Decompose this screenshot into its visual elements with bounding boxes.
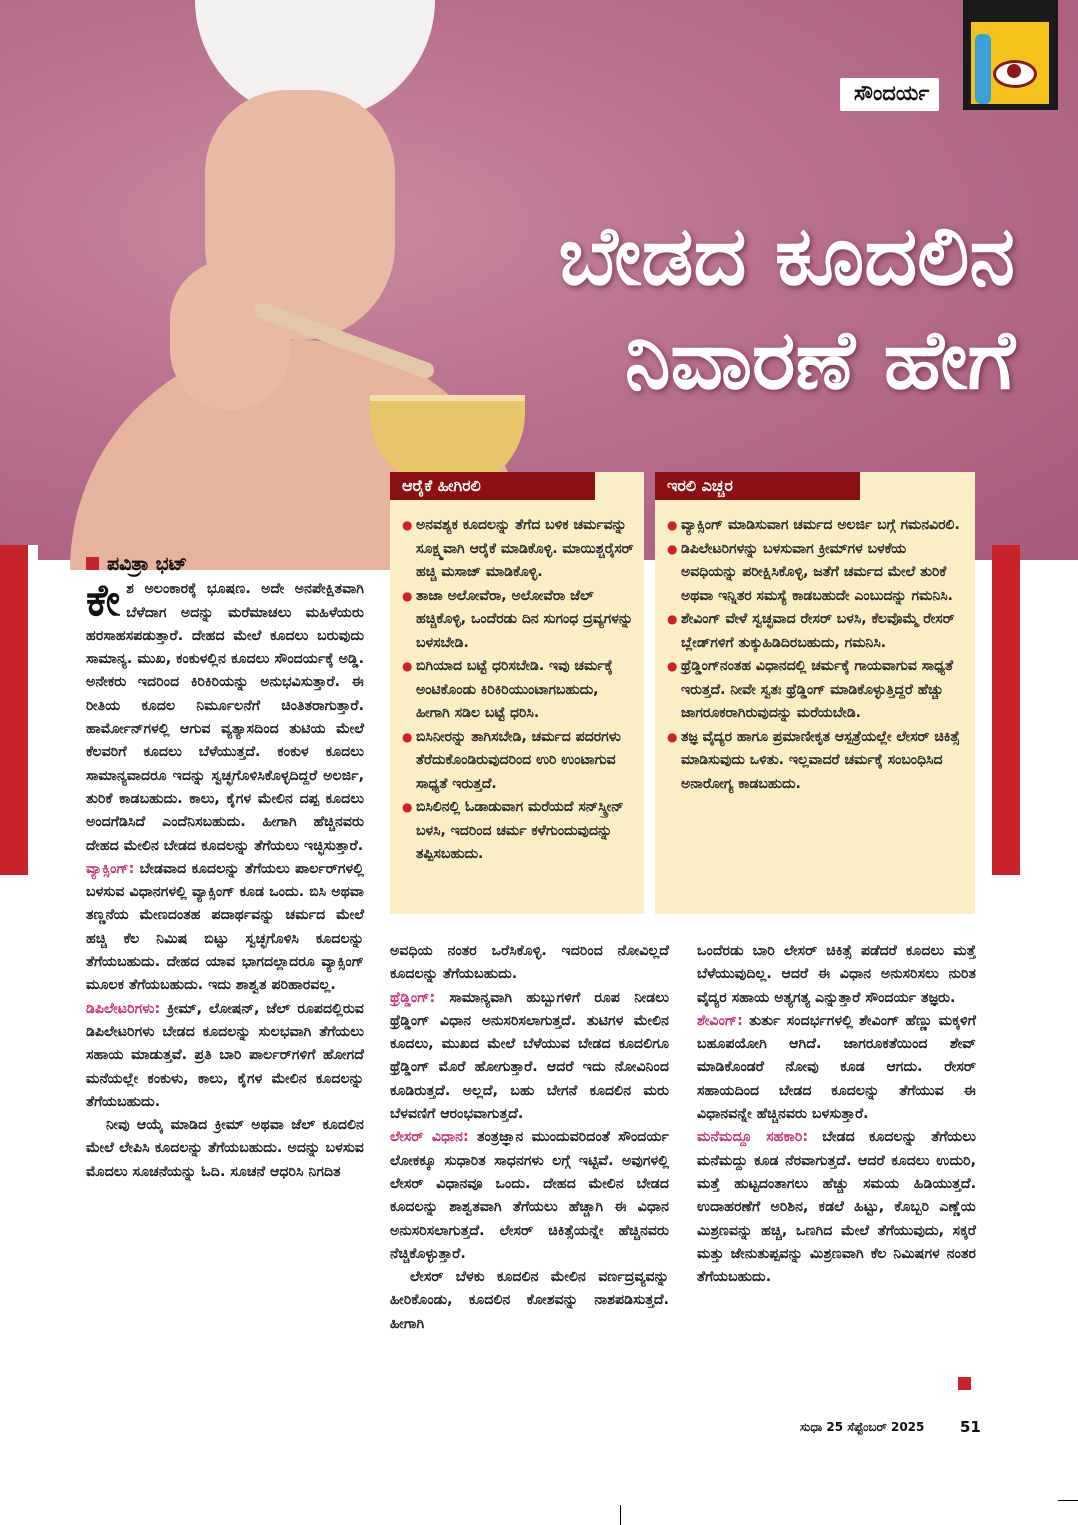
care-tips-heading: ಆರೈಕೆ ಹೀಗಿರಲಿ [390,472,595,500]
subhead-laser: ಲೇಸರ್ ವಿಧಾನ: [390,1129,469,1146]
list-item: ● ಥ್ರೆಡ್ಡಿಂಗ್‌ನಂತಹ ವಿಧಾನದಲ್ಲಿ ಚರ್ಮಕ್ಕೆ ಗಾಯವಾಗುವ ಸಾಧ್ಯತೆ ಇರುತ್ತದೆ. ನೀವೇ ಸ್ವತಃ ಥ್ರೆಡ್ಡಿಂಗ್ ಮಾಡಿಕೊಳ್ಳುತ್ತಿದ್ದರೆ ಹೆಚ್ಚು ಜಾಗರೂಕರಾಗಿರುವುದನ್ನು ಮರೆಯಬೇಡಿ. [667,655,965,726]
subhead-threading: ಥ್ರೆಡ್ಡಿಂಗ್: [390,989,436,1006]
figure-icon [975,34,991,104]
article-column-1 [86,553,364,1184]
list-item: ● ಬಿಸಿನೀರನ್ನು ತಾಗಿಸಬೇಡಿ, ಚರ್ಮದ ಪದರಗಳು ತೆರೆದುಕೊಂಡಿರುವುದರಿಂದ ಉರಿ ಉಂಟಾಗುವ ಸಾಧ್ಯತೆ ಇರುತ್ತದೆ. [402,726,634,797]
model-hand [170,260,290,410]
waxing-paragraph: ವ್ಯಾಕ್ಸಿಂಗ್: ಬೇಡವಾದ ಕೂದಲನ್ನು ತೆಗೆಯಲು ಪಾರ್ಲರ್‌ಗಳಲ್ಲಿ ಬಳಸುವ ವಿಧಾನಗಳಲ್ಲಿ ವ್ಯಾಕ್ಸಿಂಗ್ ಕೂಡ ಒಂದು. ಬಿಸಿ ಅಥವಾ ತಣ್ಣನೆಯ ಮೇಣದಂತಹ ಪದಾರ್ಥವನ್ನು ಚರ್ಮದ ಮೇಲೆ ಹಚ್ಚಿ ಕೆಲ ನಿಮಿಷ ಬಿಟ್ಟು ಸ್ವಚ್ಛಗೊಳಿಸಿ ಕೂದಲನ್ನು ತೆಗೆಯಬಹುದು. ದೇಹದ ಯಾವ ಭಾಗದಲ್ಲಾದರೂ ವ್ಯಾಕ್ಸಿಂಗ್ ಮೂಲಕ ತೆಗೆಯಬಹುದು. ಇದು ಶಾಶ್ವತ ಪರಿಹಾರವಲ್ಲ. [86,860,364,994]
bullet-square-icon [86,557,99,570]
list-item: ● ವ್ಯಾಕ್ಸಿಂಗ್ ಮಾಡಿಸುವಾಗ ಚರ್ಮದ ಅಲರ್ಜಿ ಬಗ್ಗೆ ಗಮನವಿರಲಿ. [667,514,965,538]
laser-paragraph-2: ಲೇಸರ್ ಬೆಳಕು ಕೂದಲಿನ ಮೇಲಿನ ವರ್ಣದ್ರವ್ಯವನ್ನು ಹೀರಿಕೊಂಡು, ಕೂದಲಿನ ಕೋಶವನ್ನು ನಾಶಪಡಿಸುತ್ತದೆ. ಹೀಗಾಗಿ [390,1269,669,1332]
list-item: ● ತಜ್ಞ ವೈದ್ಯರ ಹಾಗೂ ಪ್ರಮಾಣೀಕೃತ ಆಸ್ಪತ್ರೆಯಲ್ಲೇ ಲೇಸರ್ ಚಿಕಿತ್ಸೆ ಮಾಡಿಸುವುದು ಒಳಿತು. ಇಲ್ಲವಾದರೆ ಚರ್ಮಕ್ಕೆ ಸಂಬಂಧಿಸಿದ ಅನಾರೋಗ್ಯ ಕಾಡಬಹುದು. [667,726,965,797]
crop-mark [620,1505,621,1525]
intro-paragraph: ಕೇಶ ಅಲಂಕಾರಕ್ಕೆ ಭೂಷಣ. ಅದೇ ಅನಪೇಕ್ಷಿತವಾಗಿ ಬೆಳೆದಾಗ ಅದನ್ನು ಮರೆಮಾಚಲು ಮಹಿಳೆಯರು ಹರಸಾಹಸಪಡುತ್ತಾರೆ. ದೇಹದ ಮೇಲೆ ಕೂದಲು ಬರುವುದು ಸಾಮಾನ್ಯ. ಮುಖ, ಕಂಕುಳಲ್ಲಿನ ಕೂದಲು ಸೌಂದರ್ಯಕ್ಕೆ ಅಡ್ಡಿ. ಅನೇಕರು ಇದರಿಂದ ಕಿರಿಕಿರಿಯನ್ನು ಅನುಭವಿಸುತ್ತಾರೆ. ಈ ರೀತಿಯ ಕೂದಲ ನಿರ್ಮೂಲನೆಗೆ ಚಿಂತಿತರಾಗುತ್ತಾರೆ. ಹಾರ್ಮೋನ್‌ಗಳಲ್ಲಿ ಆಗುವ ವ್ಯತ್ಯಾಸದಿಂದ ತುಟಿಯ ಮೇಲೆ ಕೆಲವರಿಗೆ ಕೂದಲು ಬೆಳೆಯುತ್ತದೆ. ಕಂಕುಳ ಕೂದಲು ಸಾಮಾನ್ಯವಾದರೂ ಇದನ್ನು ಸ್ವಚ್ಛಗೊಳಿಸಿಕೊಳ್ಳದಿದ್ದರೆ ಅಲರ್ಜಿ, ತುರಿಕೆ ಕಾಡಬಹುದು. ಕಾಲು, ಕೈಗಳ ಮೇಲಿನ ದಪ್ಪ ಕೂದಲು ಅಂದಗೆಡಿಸಿದೆ ಎಂದೆನಿಸಬಹುದು. ಹೀಗಾಗಿ ಹೆಚ್ಚಿನವರು ದೇಹದ ಮೇಲಿನ ಬೇಡದ ಕೂದಲನ್ನು ತೆಗೆಯಲು ಇಚ್ಛಿಸುತ್ತಾರೆ. [86,575,364,854]
author-byline: ಪವಿತ್ರಾ ಭಟ್ [86,553,364,576]
subhead-waxing: ವ್ಯಾಕ್ಸಿಂಗ್: [86,860,135,877]
section-logo [963,0,1058,110]
depilatory-paragraph-2: ನೀವು ಆಯ್ಕೆ ಮಾಡಿದ ಕ್ರೀಮ್ ಅಥವಾ ಜೆಲ್ ಕೂದಲಿನ ಮೇಲೆ ಲೇಪಿಸಿ ಕೂದಲನ್ನು ತೆಗೆಯಬಹುದು. ಅದನ್ನು ಬಳಸುವ ಮೊದಲು ಸೂಚನೆಯನ್ನು ಓದಿ. ಸೂಚನೆ ಆಧರಿಸಿ ನಿಗದಿತ [86,1117,364,1180]
list-item: ● ತಾಜಾ ಅಲೋವೆರಾ, ಅಲೋವೆರಾ ಜೆಲ್ ಹಚ್ಚಿಕೊಳ್ಳಿ, ಒಂದೆರಡು ದಿನ ಸುಗಂಧ ದ್ರವ್ಯಗಳನ್ನು ಬಳಸಬೇಡಿ. [402,585,634,656]
home-remedy-paragraph: ಮನೆಮದ್ದೂ ಸಹಕಾರಿ: ಬೇಡದ ಕೂದಲನ್ನು ತೆಗೆಯಲು ಮನೆಮದ್ದು ಕೂಡ ನೆರವಾಗುತ್ತದೆ. ಆದರೆ ಕೂದಲು ಉದುರಿ, ಮತ್ತೆ ಹುಟ್ಟದಂತಾಗಲು ಹೆಚ್ಚು ಸಮಯ ಹಿಡಿಯುತ್ತದೆ. ಉದಾಹರಣೆಗೆ ಅರಿಶಿನ, ಕಡಲೆ ಹಿಟ್ಟು, ಕೊಬ್ಬರಿ ಎಣ್ಣೆಯ ಮಿಶ್ರಣವನ್ನು ಹಚ್ಚಿ, ಒಣಗಿದ ಮೇಲೆ ತೆಗೆಯುವುದು, ಸಕ್ಕರೆ ಮತ್ತು ಜೇನುತುಪ್ಪವನ್ನು ಮಿಶ್ರಣವಾಗಿ ಕೆಲ ನಿಮಿಷಗಳ ನಂತರ ತೆಗೆಯಬಹುದು. [697,1129,976,1286]
caution-heading: ಇರಲಿ ಎಚ್ಚರ [655,472,860,500]
depilatory-paragraph: ಡಿಪಿಲೇಟರಿಗಳು: ಕ್ರೀಮ್, ಲೋಷನ್, ಜೆಲ್ ರೂಪದಲ್ಲಿರುವ ಡಿಪಿಲೇಟರಿಗಳು ಬೇಡದ ಕೂದಲನ್ನು ಸುಲಭವಾಗಿ ತೆಗೆಯಲು ಸಹಾಯ ಮಾಡುತ್ತವೆ. ಪ್ರತಿ ಬಾರಿ ಪಾರ್ಲರ್‌ಗಳಿಗೆ ಹೋಗದೆ ಮನೆಯಲ್ಲೇ ಕಂಕುಳು, ಕಾಲು, ಕೈಗಳ ಮೇಲಿನ ಕೂದಲನ್ನು ತೆಗೆಯಬಹುದು. [86,1000,364,1110]
left-rail [0,545,28,875]
right-rail [992,545,1020,875]
subhead-shaving: ಶೇವಿಂಗ್: [697,1012,743,1029]
end-mark-icon [958,1377,971,1390]
list-item: ● ಬಿಗಿಯಾದ ಬಟ್ಟೆ ಧರಿಸಬೇಡಿ. ಇವು ಚರ್ಮಕ್ಕೆ ಅಂಟಿಕೊಂಡು ಕಿರಿಕಿರಿಯುಂಟಾಗಬಹುದು, ಹೀಗಾಗಿ ಸಡಿಲ ಬಟ್ಟೆ ಧರಿಸಿ. [402,655,634,726]
drop-cap: ಕೇ [86,575,121,627]
paragraph: ಅವಧಿಯ ನಂತರ ಒರೆಸಿಕೊಳ್ಳಿ. ಇದರಿಂದ ನೋವಿಲ್ಲದೆ ಕೂದಲನ್ನು ತೆಗೆಯಬಹುದು. [390,943,669,983]
shaving-paragraph: ಶೇವಿಂಗ್: ತುರ್ತು ಸಂದರ್ಭಗಳಲ್ಲಿ ಶೇವಿಂಗ್ ಹೆಣ್ಣು ಮಕ್ಕಳಿಗೆ ಬಹೂಪಯೋಗಿ ಆಗಿದೆ. ಜಾಗರೂಕತೆಯಿಂದ ಶೇವ್ ಮಾಡಿಕೊಂಡರೆ ನೋವು ಕೂಡ ಆಗದು. ರೇಸರ್ ಸಹಾಯದಿಂದ ಬೇಡದ ಕೂದಲನ್ನು ತೆಗೆಯುವ ಈ ವಿಧಾನವನ್ನೇ ಹೆಚ್ಚಿನವರು ಬಳಸುತ್ತಾರೆ. [697,1012,976,1123]
laser-paragraph: ಲೇಸರ್ ವಿಧಾನ: ತಂತ್ರಜ್ಞಾನ ಮುಂದುವರಿದಂತೆ ಸೌಂದರ್ಯ ಲೋಕಕ್ಕೂ ಸುಧಾರಿತ ಸಾಧನಗಳು ಲಗ್ಗೆ ಇಟ್ಟಿವೆ. ಅವುಗಳಲ್ಲಿ ಲೇಸರ್ ವಿಧಾನವೂ ಒಂದು. ದೇಹದ ಮೇಲಿನ ಬೇಡದ ಕೂದಲನ್ನು ಶಾಶ್ವತವಾಗಿ ತೆಗೆಯಲು ಹೆಚ್ಚಾಗಿ ಈ ವಿಧಾನ ಅನುಸರಿಸಲಾಗುತ್ತದೆ. ಲೇಸರ್ ಚಿಕಿತ್ಸೆಯನ್ನೇ ಹೆಚ್ಚಿನವರು ನೆಚ್ಚಿಕೊಳ್ಳುತ್ತಾರೆ. [390,1129,669,1262]
section-label: ಸೌಂದರ್ಯ [840,78,939,111]
list-item: ● ಶೇವಿಂಗ್ ವೇಳೆ ಸ್ವಚ್ಛವಾದ ರೇಸರ್ ಬಳಸಿ, ಕೆಲವೊಮ್ಮೆ ರೇಸರ್ ಬ್ಲೇಡ್‌ಗಳಿಗೆ ತುಕ್ಕುಹಿಡಿದಿರಬಹುದು, ಗಮನಿಸಿ. [667,608,965,655]
page-title: ಬೇಡದ ಕೂದಲಿನ ನಿವಾರಣೆ ಹೇಗೆ [558,209,1015,408]
caution-box [655,472,975,914]
issue-line: ಸುಧಾ 25 ಸೆಪ್ಟೆಂಬರ್ 2025 [800,1420,925,1434]
list-item: ● ಡಿಪಿಲೇಟರಿಗಳನ್ನು ಬಳಸುವಾಗ ಕ್ರೀಮ್‌ಗಳ ಬಳಕೆಯ ಅವಧಿಯನ್ನು ಪರೀಕ್ಷಿಸಿಕೊಳ್ಳಿ, ಜತೆಗೆ ಚರ್ಮದ ಮೇಲೆ ತುರಿಕೆ ಅಥವಾ ಇನ್ನಿತರ ಸಮಸ್ಯೆ ಕಾಡಬಹುದೇ ಎಂಬುದನ್ನು ಗಮನಿಸಿ. [667,538,965,609]
subhead-depilatory: ಡಿಪಿಲೇಟರಿಗಳು: [86,1000,161,1017]
threading-paragraph: ಥ್ರೆಡ್ಡಿಂಗ್: ಸಾಮಾನ್ಯವಾಗಿ ಹುಬ್ಬುಗಳಿಗೆ ರೂಪ ನೀಡಲು ಥ್ರೆಡ್ಡಿಂಗ್ ವಿಧಾನ ಅನುಸರಿಸಲಾಗುತ್ತದೆ. ತುಟಿಗಳ ಮೇಲಿನ ಕೂದಲು, ಮುಖದ ಮೇಲೆ ಬೆಳೆಯುವ ಬೇಡದ ಕೂದಲಿಗೂ ಥ್ರೆಡ್ಡಿಂಗ್ ಮೊರೆ ಹೋಗುತ್ತಾರೆ. ಆದರೆ ಇದು ನೋವಿನಿಂದ ಕೂಡಿರುತ್ತದೆ. ಅಲ್ಲದೆ, ಬಹು ಬೇಗನೆ ಕೂದಲಿನ ಮರು ಬೆಳವಣಿಗೆ ಆರಂಭವಾಗುತ್ತದೆ. [390,989,669,1123]
list-item: ● ಅನವಶ್ಯಕ ಕೂದಲನ್ನು ತೆಗೆದ ಬಳಿಕ ಚರ್ಮವನ್ನು ಸೂಕ್ಷ್ಮವಾಗಿ ಆರೈಕೆ ಮಾಡಿಕೊಳ್ಳಿ. ಮಾಯಿಶ್ಚರೈಸರ್ ಹಚ್ಚಿ ಮಸಾಜ್ ಮಾಡಿಕೊಳ್ಳಿ. [402,514,634,585]
crop-mark [1058,1500,1078,1501]
subhead-home-remedy: ಮನೆಮದ್ದೂ ಸಹಕಾರಿ: [697,1129,809,1146]
care-tips-box [390,472,644,914]
article-column-2 [390,940,669,1336]
page-number: 51 [960,1418,981,1436]
article-column-3 [697,940,976,1289]
list-item: ● ಬಿಸಿಲಿನಲ್ಲಿ ಓಡಾಡುವಾಗ ಮರೆಯದೆ ಸನ್‌ಸ್ಕ್ರೀನ್ ಬಳಸಿ, ಇದರಿಂದ ಚರ್ಮ ಕಳೆಗುಂದುವುದನ್ನು ತಪ್ಪಿಸಬಹುದು. [402,796,634,867]
paragraph: ಒಂದೆರಡು ಬಾರಿ ಲೇಸರ್ ಚಿಕಿತ್ಸೆ ಪಡೆದರೆ ಕೂದಲು ಮತ್ತೆ ಬೆಳೆಯುವುದಿಲ್ಲ. ಆದರೆ ಈ ವಿಧಾನ ಅನುಸರಿಸಲು ನುರಿತ ವೈದ್ಯರ ಸಹಾಯ ಅತ್ಯಗತ್ಯ ಎನ್ನುತ್ತಾರೆ ಸೌಂದರ್ಯ ತಜ್ಞರು. [697,943,976,1006]
